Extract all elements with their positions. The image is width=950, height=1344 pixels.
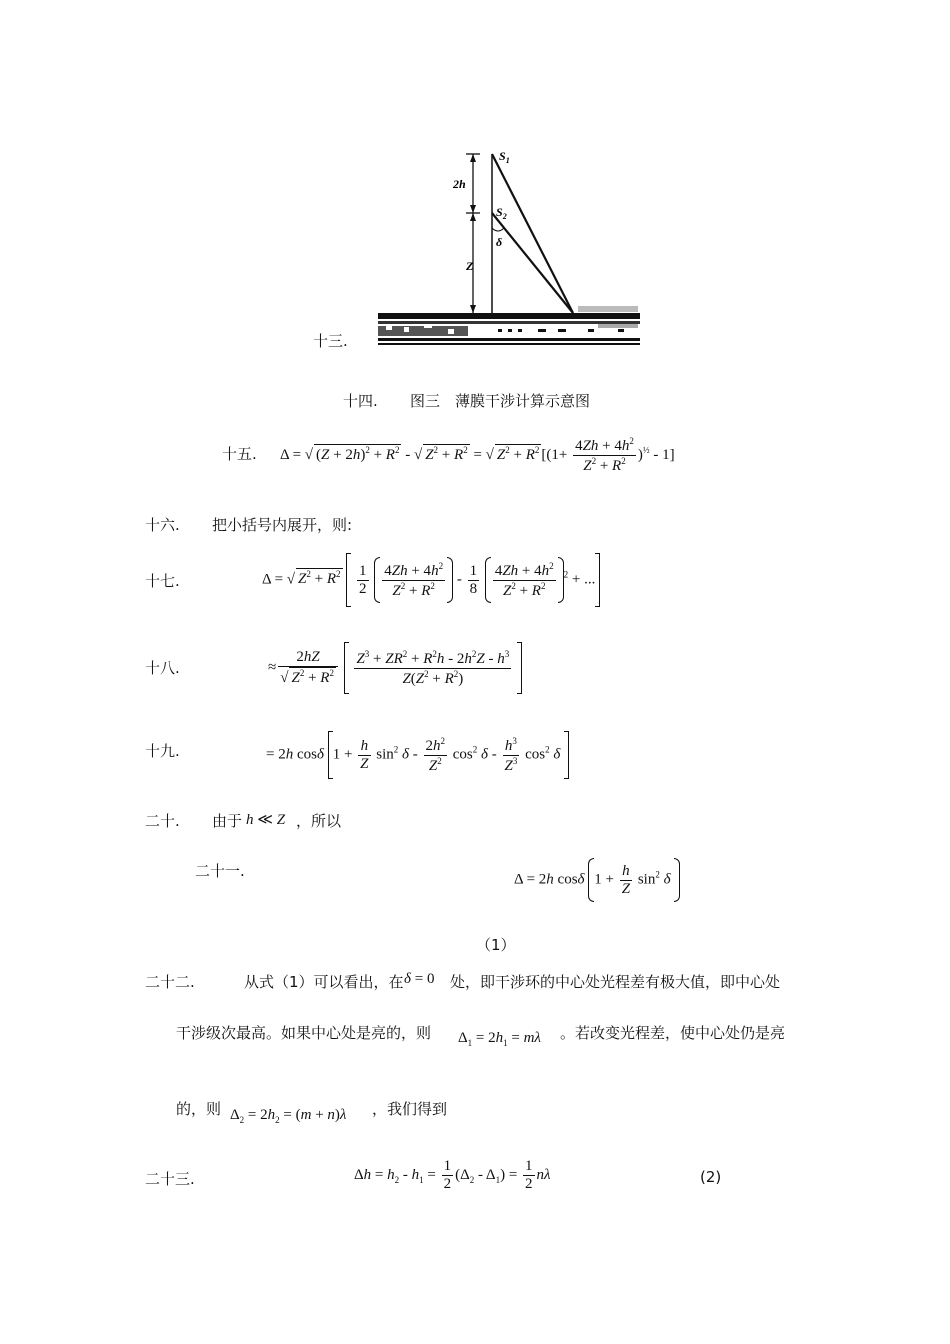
item-22-line2-math: $\Delta_1 = 2h_1 = m\lambda$ [458,1030,541,1048]
item-23-label: 二十三. [145,1170,195,1188]
item-15-label: 十五. [222,445,257,463]
diagram-svg [378,148,640,348]
item-17-label: 十七. [145,572,180,590]
equation-15: Δ = √ $(Z + 2h)^2 + R^2$ - √ $Z^2 + R^2$ = √ $Z^2 + R^2$ [(1+ $\frac{4Zh + 4h^2}{Z^2 + R^2}$ )$^{\frac{1}{2}}$ - 1] [280,436,675,474]
item-22-label: 二十二. [145,973,195,991]
item-21-label: 二十一. [195,862,245,880]
item-20-text-b: ，所以 [296,812,342,830]
item-22-line3-a: 的，则 [176,1100,222,1118]
z-label: Z [466,259,474,273]
item-18-label: 十八. [145,659,180,677]
item-20-text-a: 由于 [212,812,243,830]
item-22-line2-b: 。若改变光程差，使中心处仍是亮 [560,1024,786,1042]
equation-21: Δ = 2h cosδ 1 + $\frac{h}{Z}$ $\sin^2 \delta$ [514,858,680,902]
item-13-label: 十三. [313,332,348,350]
item-16-text: 把小括号内展开，则: [212,516,353,534]
item-14-label: 十四. [343,392,378,410]
s1-label: $S_1$ [499,149,510,165]
item-20-math: h ≪ Z [246,812,286,828]
figure-caption: 图三 薄膜干涉计算示意图 [410,392,591,410]
equation-18: ≈ $\frac{2hZ}{√ Z^2 + R^2}$ $\frac{Z^3 + ZR^2 + R^2h - 2h^2Z - h^3}{Z(Z^2 + R^2)}$ [268,642,522,694]
item-16-label: 十六. [145,516,180,534]
item-22-line1-b: 处，即干涉环的中心处光程差有极大值，即中心处 [450,973,781,991]
item-22-line1-a: 从式（1）可以看出，在 [244,973,404,991]
item-22-line3-b: ，我们得到 [372,1100,448,1118]
equation-17: Δ = √ $Z^2 + R^2$ $\frac{1}{2}$ $\frac{4Zh + 4h^2}{Z^2 + R^2}$ - $\frac{1}{8}$ $\frac{4Zh + 4h^2}{Z^2 + R^2}$ $^2$ + ... [262,553,600,607]
item-22-line3-math: $\Delta_2 = 2h_2 = (m + n)\lambda$ [230,1107,347,1125]
s2-label: $S_2$ [496,205,507,221]
equation-number-1: （1） [476,936,516,954]
equation-number-2: (2) [700,1168,722,1186]
item-20-label: 二十. [145,812,180,830]
item-22-line1-math: δ = 0 [404,971,435,987]
item-19-label: 十九. [145,742,180,760]
equation-23: $\Delta h = h_2 - h_1$ = $\frac{1}{2}$ $(\Delta_2 - \Delta_1)$ = $\frac{1}{2}$ nλ [354,1158,551,1192]
equation-19: = 2h cosδ 1 + $\frac{h}{Z}$ $\sin^2 \delta$ - $\frac{2h^2}{Z^2}$ $\cos^2 \delta$ - $\frac{h^3}{Z^3}$ $\cos^2 \delta$ [266,731,569,779]
two-h-label: 2h [453,177,466,191]
item-22-line2-a: 干涉级次最高。如果中心处是亮的，则 [176,1024,432,1042]
film-interference-diagram [378,148,640,348]
delta-label: δ [496,235,503,249]
